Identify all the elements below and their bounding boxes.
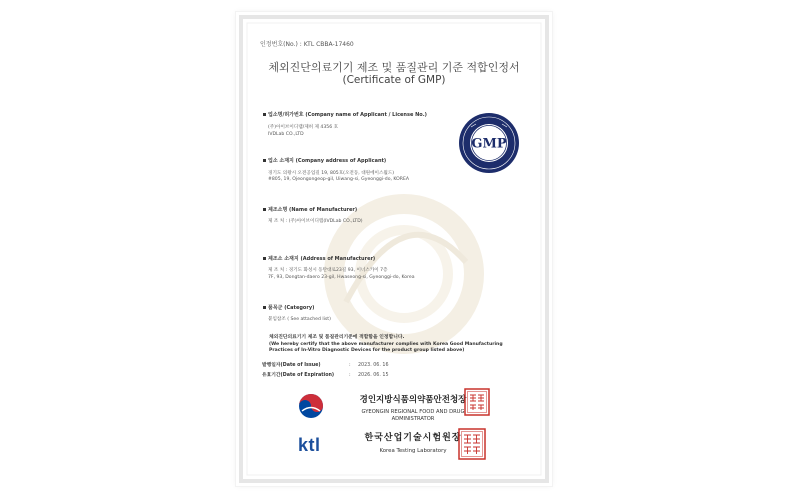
address-section-label: 업소 소재지 (Company address of Applicant) <box>263 159 386 165</box>
category-value: 붙임참조 ( See attached list) <box>268 317 331 322</box>
certification-statement-en-line-1: (We hereby certify that the above manufacturer complies with Korea Good Manufacturing <box>269 342 503 347</box>
title-korean: 체외진단의료기기 제조 및 품질관리 기준 적합인정서 <box>268 61 520 74</box>
manufacturer-section-label: 제조소명 (Name of Manufacturer) <box>263 208 357 214</box>
certification-statement-en-line-2: Practices of In-Vitro Diagnostic Devices for the product group listed above) <box>269 347 465 353</box>
manufacturer-name: 제 조 처 : (주)아이브이디랩(IVDLab CO.,LTD) <box>268 219 363 224</box>
fda-issuer-en-line-1: GYEONGIN REGIONAL FOOD AND DRUG <box>361 409 465 415</box>
certification-statement-ko: 체외진단의료기기 제조 및 품질관리기준에 적합함을 인정합니다. <box>269 335 405 340</box>
manufacturer-address-section-label: 제조소 소재지 (Address of Manufacturer) <box>263 257 375 263</box>
ktl-issuer-ko: 한국산업기술시험원장 <box>364 433 462 443</box>
gmp-seal-icon <box>458 112 520 174</box>
title-english: (Certificate of GMP) <box>342 74 446 86</box>
gmp-seal-text: GMP <box>471 136 507 152</box>
issue-date-colon: : <box>349 363 351 368</box>
fda-issuer-en-line-2: ADMINISTRATOR <box>391 416 435 422</box>
certificate-document <box>236 12 552 486</box>
category-section-label: 품목군 (Category) <box>263 306 314 312</box>
applicant-name-en: IVDLab CO.,LTD <box>268 132 304 137</box>
ktl-issuer-en: Korea Testing Laboratory <box>379 448 447 454</box>
ktl-official-seal-stamp <box>458 428 486 460</box>
expiration-date-value: 2026. 06. 15 <box>358 373 389 378</box>
manufacturer-address-ko: 제 조 처 : 경기도 화성시 동탄대로23길 93, 이너스카이 7층 <box>268 268 388 273</box>
applicant-name-ko: (주)아이브이디랩/제허 제 4356 호 <box>268 125 339 130</box>
expiration-date-colon: : <box>349 373 351 378</box>
issue-date-label: 발행일자(Date of Issue) <box>262 363 321 368</box>
certificate-number-value: KTL CBBA-17460 <box>303 41 354 48</box>
certificate-number-label: 인정번호(No.) : <box>260 41 302 48</box>
fda-issuer-ko: 경인지방식품의약품안전청장 <box>359 395 467 405</box>
ktl-logo <box>298 435 321 456</box>
applicant-section-label: 업소명/허가번호 (Company name of Applicant / License No.) <box>263 113 427 119</box>
ktl-logo-text: ktl <box>298 435 321 455</box>
issue-date-value: 2023. 06. 16 <box>358 363 389 368</box>
fda-official-seal-stamp <box>464 388 490 416</box>
manufacturer-address-en: 7F, 93, Dongtan-daero 23-gil, Hwaseong-si, Gyeonggi-do, Korea <box>268 275 415 280</box>
address-ko: 경기도 의왕시 오전공업길 19, 805호(오전동, 대원에이스월드) <box>268 171 395 176</box>
address-en: #805, 19, Ojeongongeop-gil, Uiwang-si, Gyeonggi-do, KOREA <box>268 177 410 182</box>
korea-government-emblem-icon <box>297 392 325 420</box>
certificate-number <box>260 42 354 49</box>
expiration-date-label: 유효기간(Date of Expiration) <box>262 373 335 378</box>
certification-statement-en <box>269 342 503 353</box>
